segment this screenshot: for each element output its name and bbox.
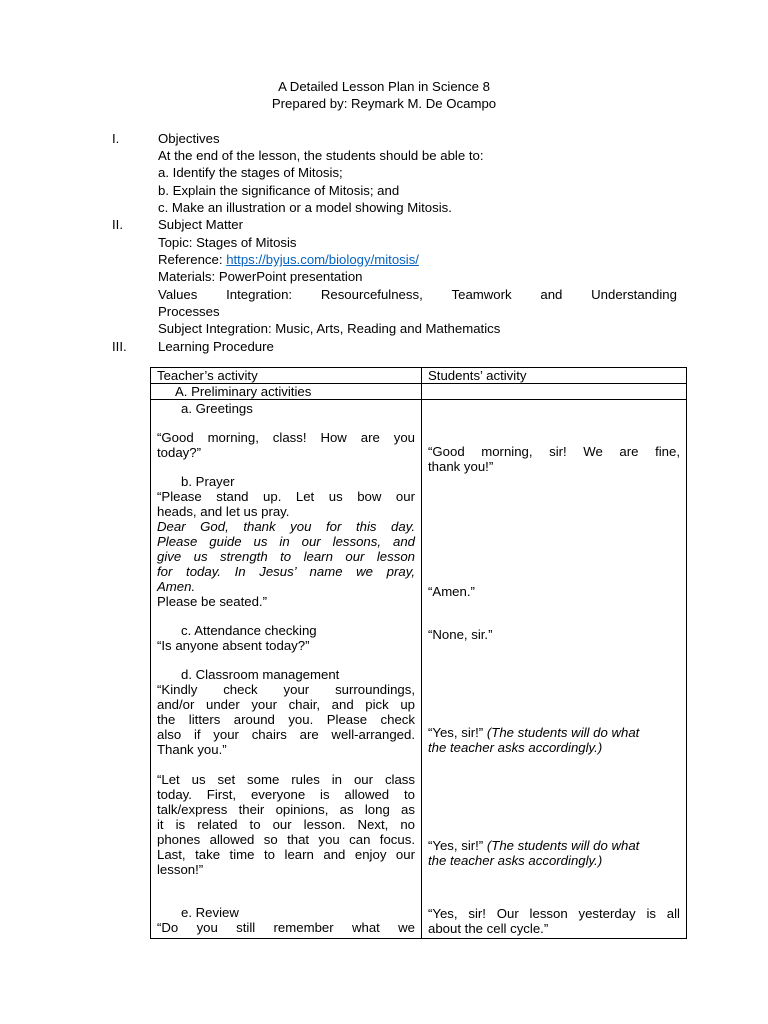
activity-label: e. Review (181, 905, 239, 920)
student-reply: “Yes, sir!” (428, 838, 487, 853)
prayer-text: Amen. (157, 579, 196, 594)
teacher-line: heads, and let us pray. (157, 504, 290, 519)
teacher-line: Thank you.” (157, 742, 227, 757)
activity-label: c. Attendance checking (181, 623, 317, 638)
col-header-teacher: Teacher’s activity (151, 368, 422, 384)
student-line: “Amen.” (428, 584, 475, 599)
table-row (151, 400, 687, 939)
teacher-line: also if your chairs are well-arranged. (157, 727, 415, 742)
reference-label: Reference: (158, 252, 227, 267)
prayer-text: Please guide us in our lessons, and (157, 534, 415, 549)
activity-label: a. Greetings (181, 401, 253, 416)
values-integration-cont: Processes (158, 304, 220, 319)
prepared-by: Prepared by: Reymark M. De Ocampo (271, 96, 497, 111)
teacher-line: it is related to our lesson. Next, no (157, 817, 415, 832)
teacher-line: “Do you still remember what we (157, 920, 415, 935)
reference-link[interactable]: https://byjus.com/biology/mitosis/ (226, 252, 419, 267)
student-line: thank you!” (428, 459, 494, 474)
subject-integration-line: Subject Integration: Music, Arts, Reading and Mathematics (158, 321, 501, 336)
teacher-line: phones allowed so that you can focus. (157, 832, 415, 847)
student-note: the teacher asks accordingly.) (428, 853, 603, 868)
section-numeral: III. (112, 339, 127, 354)
teacher-line: Please be seated.” (157, 594, 267, 609)
section-heading: Objectives (158, 131, 220, 146)
teacher-line: “Kindly check your surroundings, (157, 682, 415, 697)
values-word: Values (158, 287, 198, 302)
reference-line (158, 251, 419, 268)
prayer-text: give us strength to learn our lesson (157, 549, 415, 564)
teacher-line: “Is anyone absent today?” (157, 638, 310, 653)
students-activity-cell (422, 400, 687, 939)
section-a-label: A. Preliminary activities (151, 384, 422, 400)
values-word: Understanding (591, 287, 677, 302)
procedure-table (150, 367, 687, 939)
section-heading: Learning Procedure (158, 339, 274, 354)
prayer-text: for today. In Jesus’ name we pray, (157, 564, 415, 579)
teacher-line: lesson!” (157, 862, 204, 877)
student-line: about the cell cycle.” (428, 921, 549, 936)
student-reply: “Yes, sir!” (428, 725, 487, 740)
col-header-students: Students’ activity (422, 368, 687, 384)
teacher-line: and/or under your chair, and pick up (157, 697, 415, 712)
student-line: “Yes, sir! Our lesson yesterday is all (428, 906, 680, 921)
activity-label: b. Prayer (181, 474, 235, 489)
empty-cell (422, 384, 687, 400)
teacher-line: “Please stand up. Let us bow our (157, 489, 415, 504)
student-line (428, 838, 680, 853)
objective-item: c. Make an illustration or a model showing Mitosis. (158, 200, 452, 215)
values-word: Teamwork (451, 287, 512, 302)
objective-item: a. Identify the stages of Mitosis; (158, 165, 343, 180)
teacher-line: “Good morning, class! How are you (157, 430, 415, 445)
table-header-row (151, 368, 687, 384)
topic-line: Topic: Stages of Mitosis (158, 235, 297, 250)
objectives-intro: At the end of the lesson, the students should be able to: (158, 148, 484, 163)
student-note: (The students will do what (486, 725, 640, 740)
values-word: Integration: (226, 287, 293, 302)
teacher-line: today. First, everyone is allowed to (157, 787, 415, 802)
student-line: “Good morning, sir! We are fine, (428, 444, 680, 459)
student-line (428, 725, 680, 740)
student-line: “None, sir.” (428, 627, 493, 642)
student-note: the teacher asks accordingly.) (428, 740, 603, 755)
teacher-line: talk/express their opinions, as long as (157, 802, 415, 817)
teacher-line: “Let us set some rules in our class (157, 772, 415, 787)
section-heading: Subject Matter (158, 217, 244, 232)
document-title: A Detailed Lesson Plan in Science 8 (278, 79, 490, 94)
prayer-text: Dear God, thank you for this day. (157, 519, 415, 534)
teacher-activity-cell (151, 400, 422, 939)
section-numeral: II. (112, 217, 123, 232)
values-word: and (540, 287, 563, 302)
table-row (151, 384, 687, 400)
teacher-line: today?” (157, 445, 201, 460)
teacher-line: Last, take time to learn and enjoy our (157, 847, 415, 862)
section-numeral: I. (112, 131, 120, 146)
materials-line: Materials: PowerPoint presentation (158, 269, 363, 284)
values-word: Resourcefulness, (320, 287, 423, 302)
objective-item: b. Explain the significance of Mitosis; and (158, 183, 400, 198)
values-integration-line (158, 286, 677, 303)
activity-label: d. Classroom management (181, 667, 340, 682)
teacher-line: the litters around you. Please check (157, 712, 415, 727)
student-note: (The students will do what (486, 838, 640, 853)
